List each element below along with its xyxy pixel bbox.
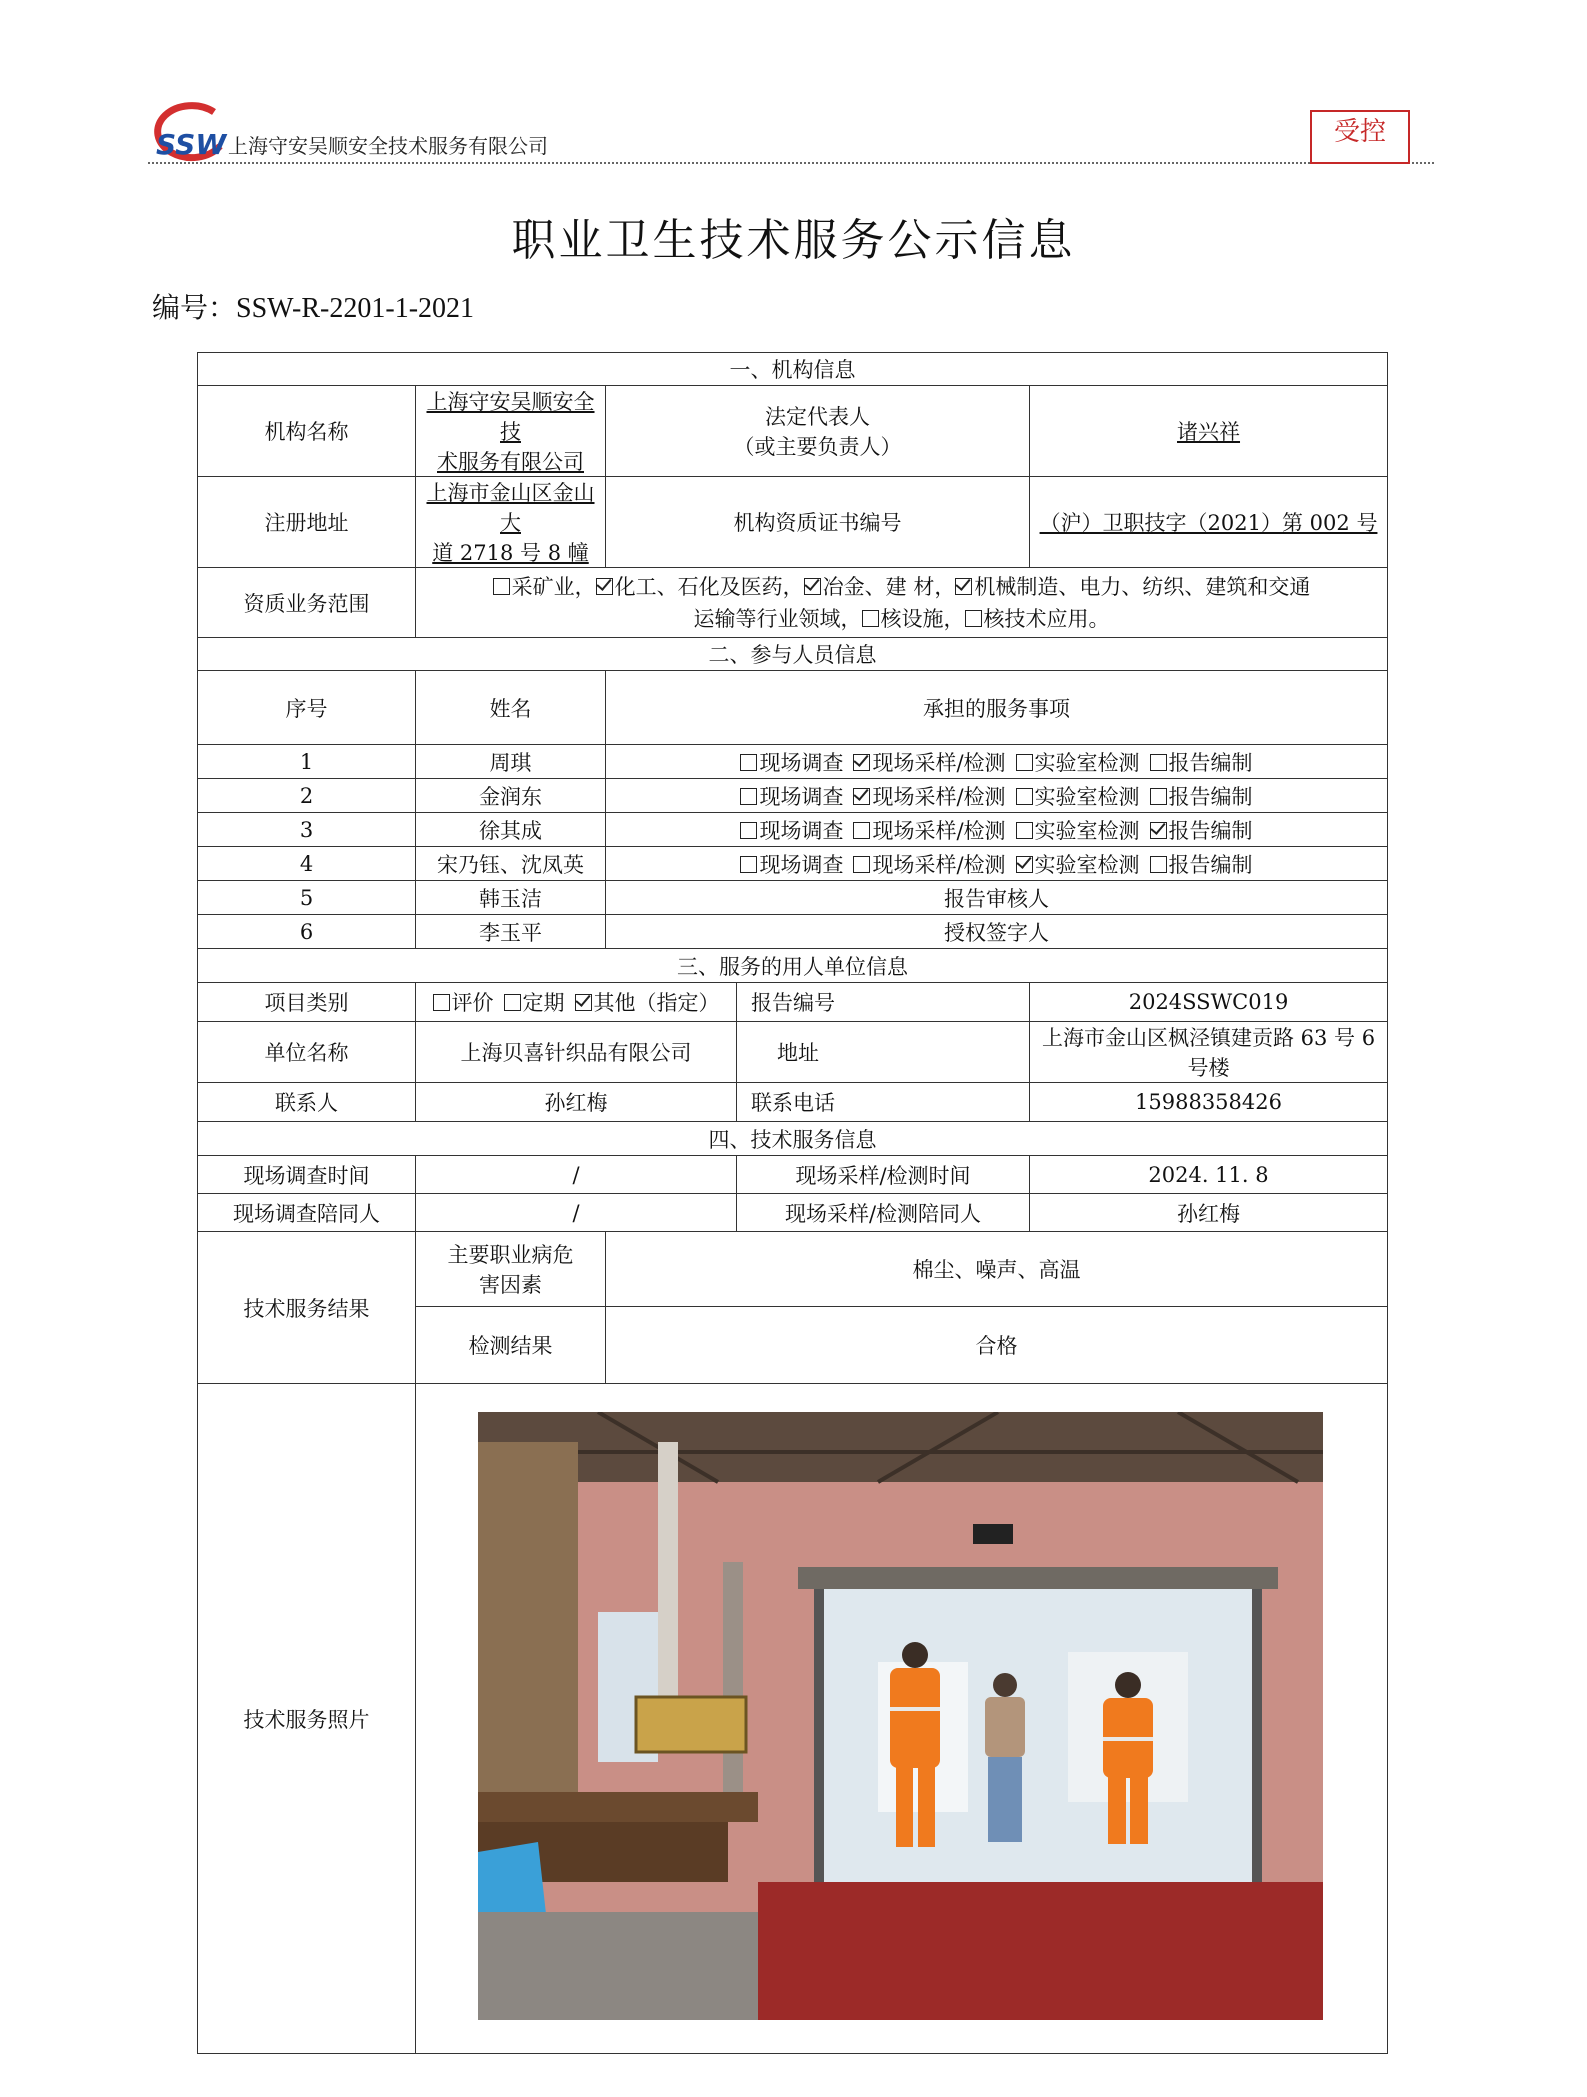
service-checkbox	[1016, 754, 1033, 771]
person-name: 周琪	[416, 745, 606, 779]
service-checkbox	[1150, 856, 1167, 873]
service-checkbox	[853, 754, 870, 771]
service-option: 现场调查	[759, 852, 844, 877]
service-checkbox	[740, 822, 757, 839]
project-type-label: 项目类别	[198, 983, 416, 1022]
service-checkbox	[1016, 856, 1033, 873]
phone-label: 联系电话	[737, 1083, 1030, 1122]
tech-result-label: 技术服务结果	[198, 1232, 416, 1384]
hazard-label: 主要职业病危 害因素	[416, 1232, 606, 1307]
survey-escort-value: /	[416, 1194, 737, 1232]
col-header-services: 承担的服务事项	[606, 671, 1388, 745]
section-client-title: 三、服务的用人单位信息	[198, 949, 1388, 983]
service-option: 现场采样/检测	[872, 818, 1006, 843]
survey-time-label: 现场调查时间	[198, 1156, 416, 1194]
svg-text:SSW: SSW	[156, 128, 227, 161]
service-checkbox	[1016, 822, 1033, 839]
scope-value: 采矿业， 化工、石化及医药， 冶金、建 材， 机械制造、电力、纺织、建筑和交通 运输等行业领域， 核设施， 核技术应用。	[416, 568, 1388, 638]
photo-label: 技术服务照片	[198, 1384, 416, 2054]
table-row	[198, 847, 1388, 881]
person-services	[606, 779, 1388, 813]
person-name: 宋乃钰、沈凤英	[416, 847, 606, 881]
type-check-evaluation	[433, 994, 450, 1011]
section-personnel-title: 二、参与人员信息	[198, 638, 1388, 671]
header-company-name: 上海守安吴顺安全技术服务有限公司	[228, 134, 548, 158]
service-checkbox	[1150, 788, 1167, 805]
service-option: 现场调查	[759, 818, 844, 843]
person-services	[606, 813, 1388, 847]
company-logo	[148, 96, 228, 166]
survey-time-value: /	[416, 1156, 737, 1194]
unit-name-label: 单位名称	[198, 1022, 416, 1083]
unit-name-value: 上海贝喜针织品有限公司	[416, 1022, 737, 1083]
service-option: 现场采样/检测	[872, 852, 1006, 877]
section-org-title: 一、机构信息	[198, 353, 1388, 386]
service-photo	[478, 1412, 1323, 2020]
service-checkbox	[740, 754, 757, 771]
service-option: 实验室检测	[1034, 750, 1140, 775]
org-address-value: 上海市金山区金山大 道 2718 号 8 幢	[416, 477, 606, 568]
table-row: 6 李玉平 授权签字人	[198, 915, 1388, 949]
legal-rep-value: 诸兴祥	[1030, 386, 1388, 477]
scope-check-nuclear-facility	[862, 610, 879, 627]
person-no: 2	[198, 779, 416, 813]
unit-address-value: 上海市金山区枫泾镇建贡路 63 号 6 号楼	[1030, 1022, 1388, 1083]
service-checkbox	[853, 788, 870, 805]
table-row: 5 韩玉洁 报告审核人	[198, 881, 1388, 915]
service-checkbox	[853, 822, 870, 839]
page-header	[148, 96, 1434, 166]
role-signatory: 授权签字人	[606, 915, 1388, 949]
person-no: 3	[198, 813, 416, 847]
service-checkbox	[1150, 822, 1167, 839]
sampling-time-label: 现场采样/检测时间	[737, 1156, 1030, 1194]
service-option: 实验室检测	[1034, 784, 1140, 809]
detect-result-label: 检测结果	[416, 1307, 606, 1384]
col-header-no: 序号	[198, 671, 416, 745]
phone-value: 15988358426	[1030, 1083, 1388, 1122]
contact-value: 孙红梅	[416, 1083, 737, 1122]
detect-result-value: 合格	[606, 1307, 1388, 1384]
controlled-stamp: 受控	[1310, 110, 1410, 164]
person-services	[606, 847, 1388, 881]
service-option: 报告编制	[1168, 784, 1253, 809]
person-services	[606, 745, 1388, 779]
org-name-label: 机构名称	[198, 386, 416, 477]
person-name: 金润东	[416, 779, 606, 813]
service-checkbox	[740, 856, 757, 873]
org-name-value: 上海守安吴顺安全技 术服务有限公司	[416, 386, 606, 477]
table-row	[198, 745, 1388, 779]
type-check-other	[575, 994, 592, 1011]
service-option: 现场调查	[759, 784, 844, 809]
scope-check-metallurgy	[804, 578, 821, 595]
hazard-value: 棉尘、噪声、高温	[606, 1232, 1388, 1307]
table-row	[198, 813, 1388, 847]
service-option: 报告编制	[1168, 818, 1253, 843]
cert-number-value: （沪）卫职技字（2021）第 002 号	[1030, 477, 1388, 568]
scope-check-nuclear-tech	[965, 610, 982, 627]
scope-check-chemical	[596, 578, 613, 595]
scope-check-machinery	[955, 578, 972, 595]
person-no: 4	[198, 847, 416, 881]
service-checkbox	[853, 856, 870, 873]
header-divider	[148, 162, 1434, 164]
section-tech-title: 四、技术服务信息	[198, 1122, 1388, 1156]
service-option: 现场采样/检测	[872, 784, 1006, 809]
sampling-escort-label: 现场采样/检测陪同人	[737, 1194, 1030, 1232]
scope-check-mining	[493, 578, 510, 595]
report-number-label: 报告编号	[737, 983, 1030, 1022]
service-checkbox	[1150, 754, 1167, 771]
service-checkbox	[1016, 788, 1033, 805]
project-type-value: 评价 定期 其他（指定）	[416, 983, 737, 1022]
scope-label: 资质业务范围	[198, 568, 416, 638]
person-no: 1	[198, 745, 416, 779]
contact-label: 联系人	[198, 1083, 416, 1122]
service-checkbox	[740, 788, 757, 805]
service-option: 报告编制	[1168, 852, 1253, 877]
info-table	[197, 352, 1388, 2054]
document-number: 编号：SSW-R-2201-1-2021	[152, 293, 475, 324]
unit-address-label: 地址	[737, 1022, 1030, 1083]
personnel-rows	[198, 745, 1388, 881]
service-option: 实验室检测	[1034, 852, 1140, 877]
report-number-value: 2024SSWC019	[1030, 983, 1388, 1022]
table-row	[198, 779, 1388, 813]
role-reviewer: 报告审核人	[606, 881, 1388, 915]
service-option: 现场采样/检测	[872, 750, 1006, 775]
col-header-name: 姓名	[416, 671, 606, 745]
person-name: 徐其成	[416, 813, 606, 847]
survey-escort-label: 现场调查陪同人	[198, 1194, 416, 1232]
legal-rep-label: 法定代表人 （或主要负责人）	[606, 386, 1030, 477]
type-check-periodic	[504, 994, 521, 1011]
service-option: 实验室检测	[1034, 818, 1140, 843]
org-address-label: 注册地址	[198, 477, 416, 568]
sampling-time-value: 2024. 11. 8	[1030, 1156, 1388, 1194]
cert-number-label: 机构资质证书编号	[606, 477, 1030, 568]
service-option: 报告编制	[1168, 750, 1253, 775]
service-option: 现场调查	[759, 750, 844, 775]
sampling-escort-value: 孙红梅	[1030, 1194, 1388, 1232]
page-title: 职业卫生技术服务公示信息	[511, 215, 1076, 266]
photo-cell	[416, 1384, 1388, 2054]
